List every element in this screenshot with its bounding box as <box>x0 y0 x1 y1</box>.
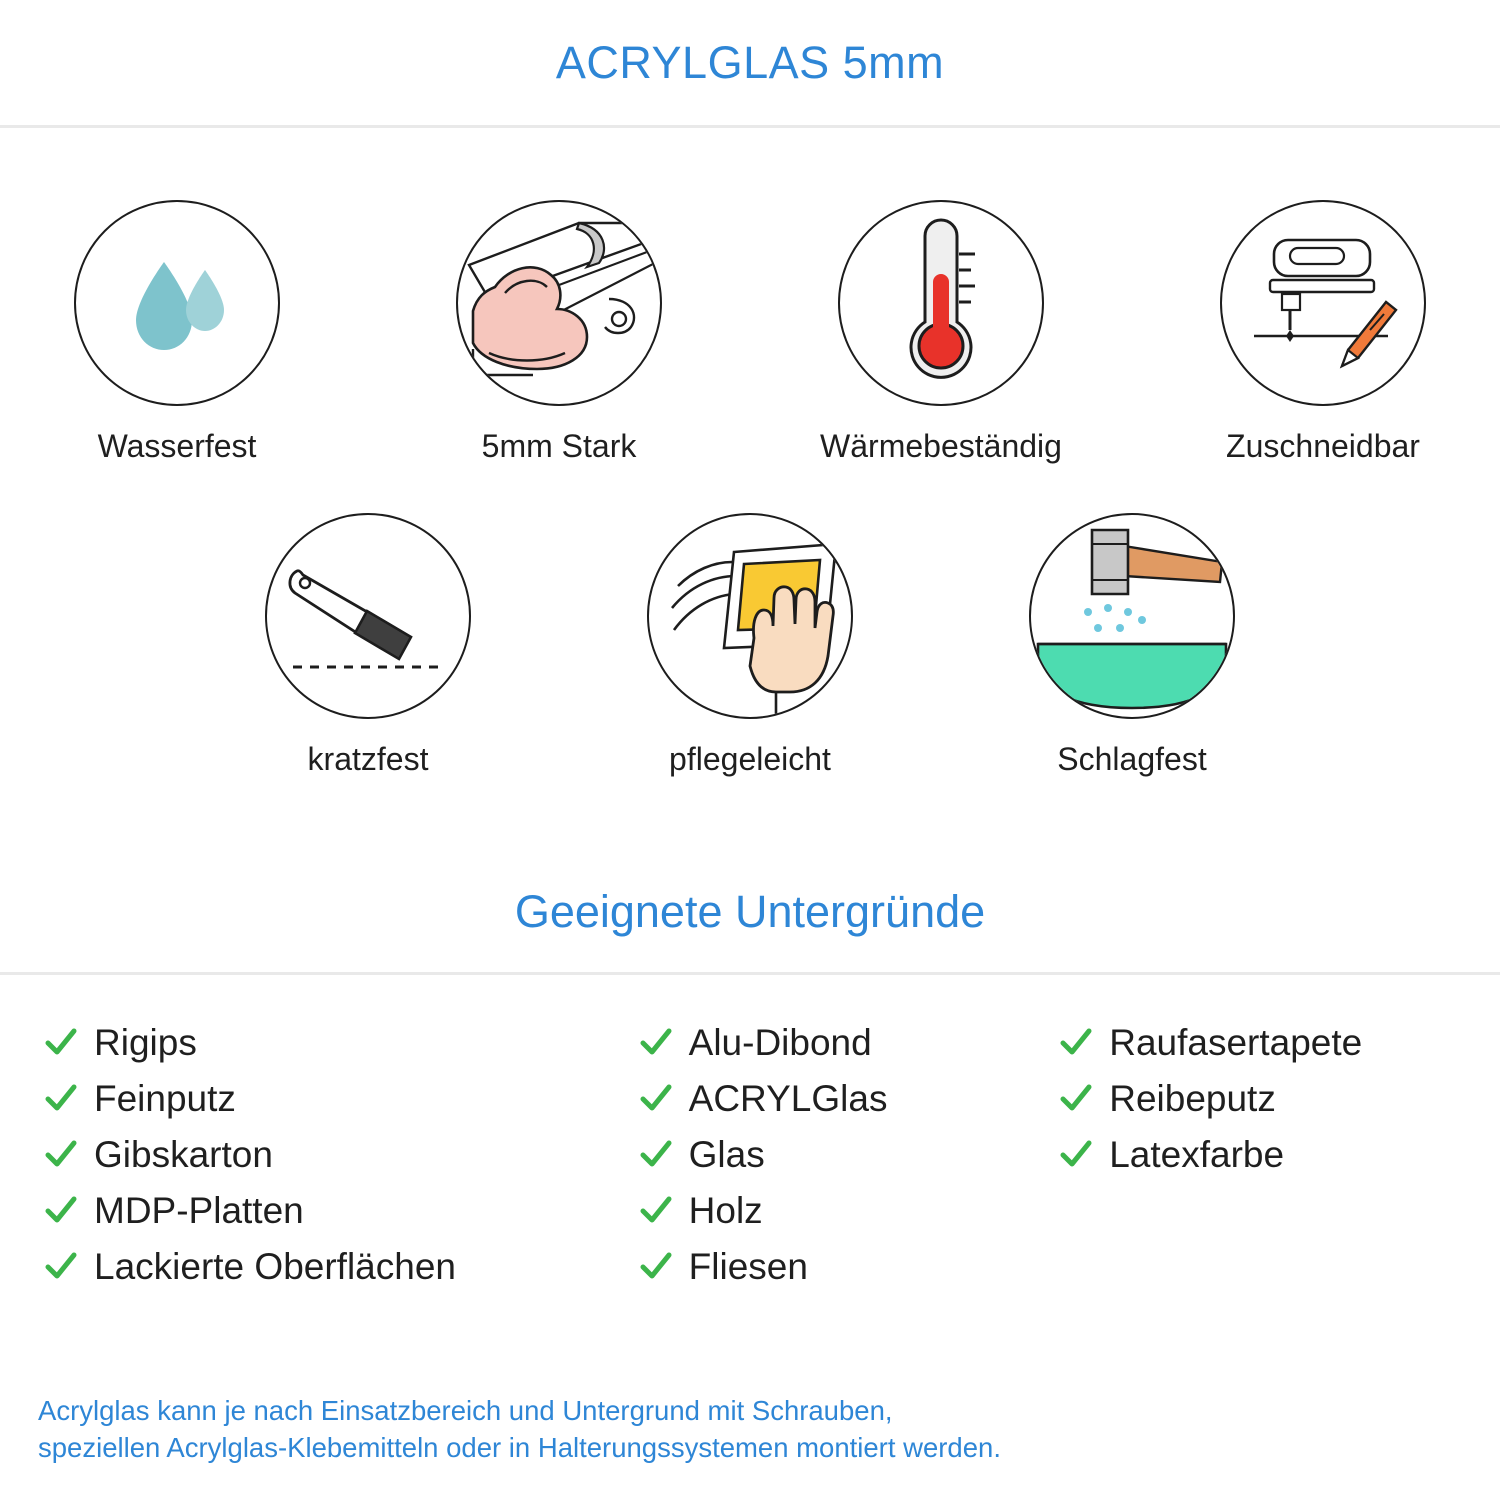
feature-row-2 <box>0 513 1500 778</box>
check-icon <box>44 1138 78 1172</box>
check-icon <box>1059 1138 1093 1172</box>
list-item-label: Glas <box>688 1134 765 1175</box>
list-item <box>639 1129 1060 1181</box>
check-icon <box>639 1194 673 1228</box>
substrates-column-1 <box>30 1017 639 1293</box>
check-icon <box>44 1026 78 1060</box>
list-item-label: Gibskarton <box>94 1134 273 1175</box>
feature-icon-circle <box>265 513 471 719</box>
list-item <box>1059 1017 1470 1069</box>
list-item-label: Lackierte Oberflächen <box>94 1246 456 1287</box>
feature-5mm-stark <box>414 200 704 465</box>
substrates-heading-wrap <box>0 886 1500 975</box>
feature-icon-circle <box>74 200 280 406</box>
feature-grid <box>0 128 1500 778</box>
feature-label: pflegeleicht <box>669 741 831 777</box>
hand-cloth-wipe-icon <box>650 516 850 716</box>
list-item-label: Raufasertapete <box>1109 1022 1363 1063</box>
check-icon <box>44 1082 78 1116</box>
list-item <box>44 1185 639 1237</box>
footnote-line-2: speziellen Acrylglas-Klebemitteln oder in Halterungssystemen montiert werden. <box>38 1431 1001 1463</box>
feature-kratzfest <box>223 513 513 778</box>
feature-zuschneidbar <box>1178 200 1468 465</box>
footnote-line-1: Acrylglas kann je nach Einsatzbereich und Untergrund mit Schrauben, <box>38 1394 893 1426</box>
list-item <box>44 1129 639 1181</box>
feature-label: Wasserfest <box>97 428 257 464</box>
feature-label: kratzfest <box>307 741 429 777</box>
substrates-column-2 <box>639 1017 1060 1293</box>
check-icon <box>1059 1026 1093 1060</box>
feature-waermebestaendig <box>796 200 1086 465</box>
page-header <box>0 0 1500 128</box>
check-icon <box>44 1250 78 1284</box>
list-item <box>44 1241 639 1293</box>
jigsaw-cutter-icon <box>1238 218 1408 388</box>
list-item <box>639 1073 1060 1125</box>
substrates-list <box>0 975 1500 1293</box>
check-icon <box>639 1138 673 1172</box>
list-item-label: Reibeputz <box>1109 1078 1276 1119</box>
feature-icon-circle <box>1029 513 1235 719</box>
check-icon <box>639 1026 673 1060</box>
hammer-impact-icon <box>1032 516 1232 716</box>
strong-arm-icon <box>459 203 659 403</box>
list-item-label: Holz <box>688 1190 763 1231</box>
feature-icon-circle <box>1220 200 1426 406</box>
feature-label: Wärmebeständig <box>820 428 1062 464</box>
feature-label: Schlagfest <box>1057 741 1207 777</box>
thermometer-icon <box>881 218 1001 388</box>
feature-label: 5mm Stark <box>481 428 637 464</box>
list-item-label: Alu-Dibond <box>688 1022 872 1063</box>
feature-pflegeleicht <box>605 513 895 778</box>
feature-schlagfest <box>987 513 1277 778</box>
check-icon <box>639 1250 673 1284</box>
list-item <box>639 1017 1060 1069</box>
list-item <box>44 1073 639 1125</box>
check-icon <box>1059 1082 1093 1116</box>
list-item <box>639 1185 1060 1237</box>
feature-row-1 <box>0 200 1500 465</box>
page-title: ACRYLGLAS 5mm <box>555 36 945 88</box>
substrates-column-3 <box>1059 1017 1470 1293</box>
list-item <box>1059 1073 1470 1125</box>
list-item-label: Fliesen <box>688 1246 808 1287</box>
water-drops-icon <box>102 228 252 378</box>
list-item <box>639 1241 1060 1293</box>
list-item-label: Latexfarbe <box>1109 1134 1285 1175</box>
check-icon <box>44 1194 78 1228</box>
feature-icon-circle <box>456 200 662 406</box>
feature-icon-circle <box>838 200 1044 406</box>
list-item-label: Rigips <box>94 1022 197 1063</box>
list-item <box>1059 1129 1470 1181</box>
feature-label: Zuschneidbar <box>1226 428 1420 464</box>
list-item-label: MDP-Platten <box>94 1190 304 1231</box>
footnote <box>38 1392 1462 1466</box>
knife-scratch-icon <box>283 541 453 691</box>
feature-icon-circle <box>647 513 853 719</box>
list-item <box>44 1017 639 1069</box>
check-icon <box>639 1082 673 1116</box>
list-item-label: Feinputz <box>94 1078 236 1119</box>
substrates-heading: Geeignete Untergründe <box>514 886 986 937</box>
feature-wasserfest <box>32 200 322 465</box>
list-item-label: ACRYLGlas <box>688 1078 888 1119</box>
